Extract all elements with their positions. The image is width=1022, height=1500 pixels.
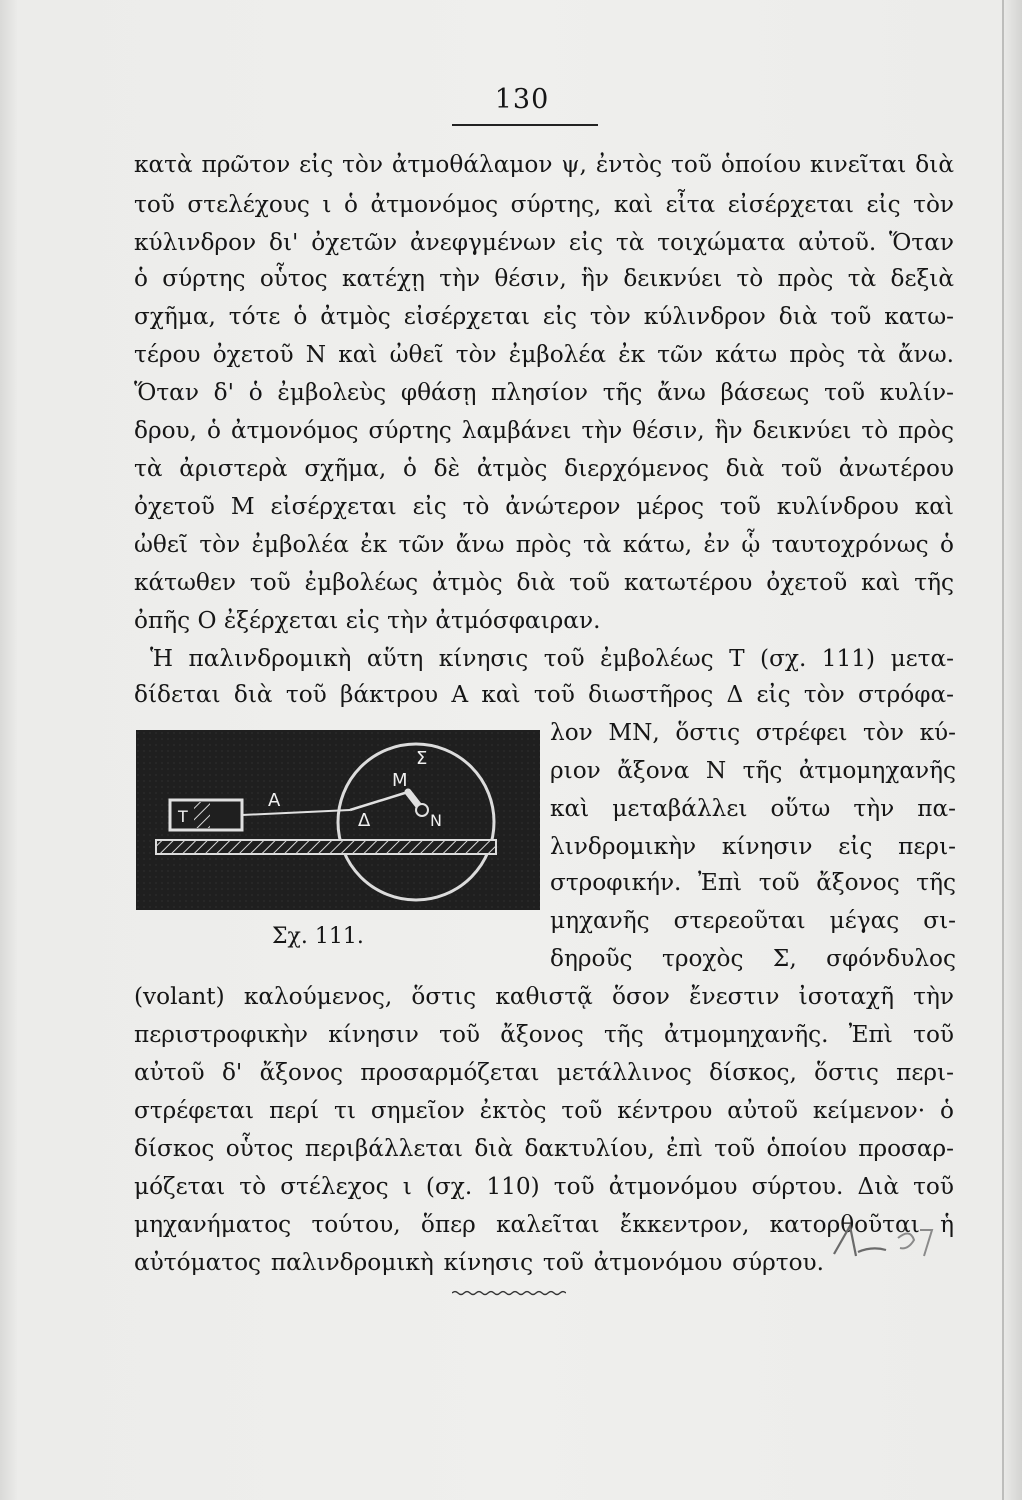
page-number-rule [452, 124, 598, 126]
text-line: τὰ ἀριστερὰ σχῆμα, ὁ δὲ ἀτμὸς διερχόμενος διὰ τοῦ ἀνωτέρου [134, 455, 954, 482]
text-line: ὁ σύρτης οὗτος κατέχῃ τὴν θέσιν, ἣν δεικνύει τὸ πρὸς τὰ δεξιὰ [134, 265, 954, 292]
label-rod: Α [268, 790, 281, 811]
piston [194, 802, 210, 828]
text-line: ὠθεῖ τὸν ἐμβολέα ἐκ τῶν ἄνω πρὸς τὰ κάτω, ἐν ᾧ ταυτοχρόνως ὁ [134, 531, 954, 558]
end-ornament [452, 1290, 566, 1296]
text-line: σχῆμα, τότε ὁ ἀτμὸς εἰσέρχεται εἰς τὸν κύλινδρον διὰ τοῦ κατω- [134, 303, 954, 330]
text-line: μηχανῆς στερεοῦται μέγας σι- [550, 907, 956, 934]
text-line: λον ΜΝ, ὅστις στρέφει τὸν κύ- [550, 719, 956, 746]
crank-axle [416, 804, 428, 816]
text-line: Ἡ παλινδρομικὴ αὕτη κίνησις τοῦ ἐμβολέως Τ (σχ. 111) μετα- [150, 645, 954, 672]
text-line: δηροῦς τροχὸς Σ, σφόνδυλος [550, 945, 956, 972]
figure-drawing [136, 730, 540, 910]
text-line: ριον ἄξονα Ν τῆς ἀτμομηχανῆς [550, 757, 956, 784]
label-connecting-rod: Δ [358, 810, 371, 831]
figure-caption: Σχ. 111. [272, 924, 364, 949]
text-line: δίσκος οὗτος περιβάλλεται διὰ δακτυλίου, ἐπὶ τοῦ ὁποίου προσαρ- [134, 1135, 954, 1162]
text-line: τοῦ στελέχους ι ὁ ἀτμονόμος σύρτης, καὶ εἶτα εἰσέρχεται εἰς τὸν [134, 191, 954, 218]
text-line: στροφικήν. Ἐπὶ τοῦ ἄξονος τῆς [550, 869, 956, 896]
text-line: περιστροφικὴν κίνησιν τοῦ ἄξονος τῆς ἀτμομηχανῆς. Ἐπὶ τοῦ [134, 1021, 954, 1048]
label-axle: Ν [430, 811, 442, 830]
page-edge [1002, 0, 1004, 1500]
text-line: κάτωθεν τοῦ ἐμβολέως ἀτμὸς διὰ τοῦ κατωτέρου ὀχετοῦ καὶ τῆς [134, 569, 954, 596]
text-line: κατὰ πρῶτον εἰς τὸν ἀτμοθάλαμον ψ, ἐντὸς τοῦ ὁποίου κινεῖται διὰ [134, 151, 954, 178]
text-line: δρου, ὁ ἀτμονόμος σύρτης λαμβάνει τὴν θέσιν, ἣν δεικνύει τὸ πρὸς [134, 417, 954, 444]
text-line: ὀπῆς Ο ἐξέρχεται εἰς τὴν ἀτμόσφαιραν. [134, 607, 601, 634]
bed-plate [156, 840, 496, 854]
text-line: στρέφεται περί τι σημεῖον ἐκτὸς τοῦ κέντρου αὐτοῦ κείμενον· ὁ [134, 1097, 954, 1124]
label-piston: Τ [178, 807, 188, 826]
text-line: ὀχετοῦ Μ εἰσέρχεται εἰς τὸ ἀνώτερον μέρος τοῦ κυλίνδρου καὶ [134, 493, 954, 520]
page-number: 130 [494, 84, 550, 115]
figure-111-steam-engine [136, 730, 540, 910]
text-line: κύλινδρον δι' ὀχετῶν ἀνεφγμένων εἰς τὰ τοιχώματα αὐτοῦ. Ὅταν [134, 229, 954, 256]
text-line: δίδεται διὰ τοῦ βάκτρου Α καὶ τοῦ διωστῆρος Δ εἰς τὸν στρόφα- [134, 681, 954, 708]
label-crank: Μ [392, 770, 408, 791]
text-line: αὐτόματος παλινδρομικὴ κίνησις τοῦ ἀτμονόμου σύρτου. [134, 1249, 824, 1276]
text-line: αὐτοῦ δ' ἄξονος προσαρμόζεται μετάλλινος δίσκος, ὅστις περι- [134, 1059, 954, 1086]
text-line: καὶ μεταβάλλει οὕτω τὴν πα- [550, 795, 956, 822]
text-line: μόζεται τὸ στέλεχος ι (σχ. 110) τοῦ ἀτμονόμου σύρτου. Διὰ τοῦ [134, 1173, 954, 1200]
text-line: τέρου ὀχετοῦ Ν καὶ ὠθεῖ τὸν ἐμβολέα ἐκ τῶν κάτω πρὸς τὰ ἄνω. [134, 341, 954, 368]
text-line: (volant) καλούμενος, ὅστις καθιστᾷ ὅσον ἔνεστιν ἰσοταχῆ τὴν [134, 983, 954, 1010]
handwritten-mark [828, 1216, 948, 1266]
label-wheel: Σ [416, 748, 428, 769]
text-line: μηχανήματος τούτου, ὅπερ καλεῖται ἔκκεντρον, κατορθοῦται ἡ [134, 1211, 954, 1238]
text-line: Ὅταν δ' ὁ ἐμβολεὺς φθάσῃ πλησίον τῆς ἄνω βάσεως τοῦ κυλίν- [134, 379, 954, 406]
text-line: λινδρομικὴν κίνησιν εἰς περι- [550, 833, 956, 860]
